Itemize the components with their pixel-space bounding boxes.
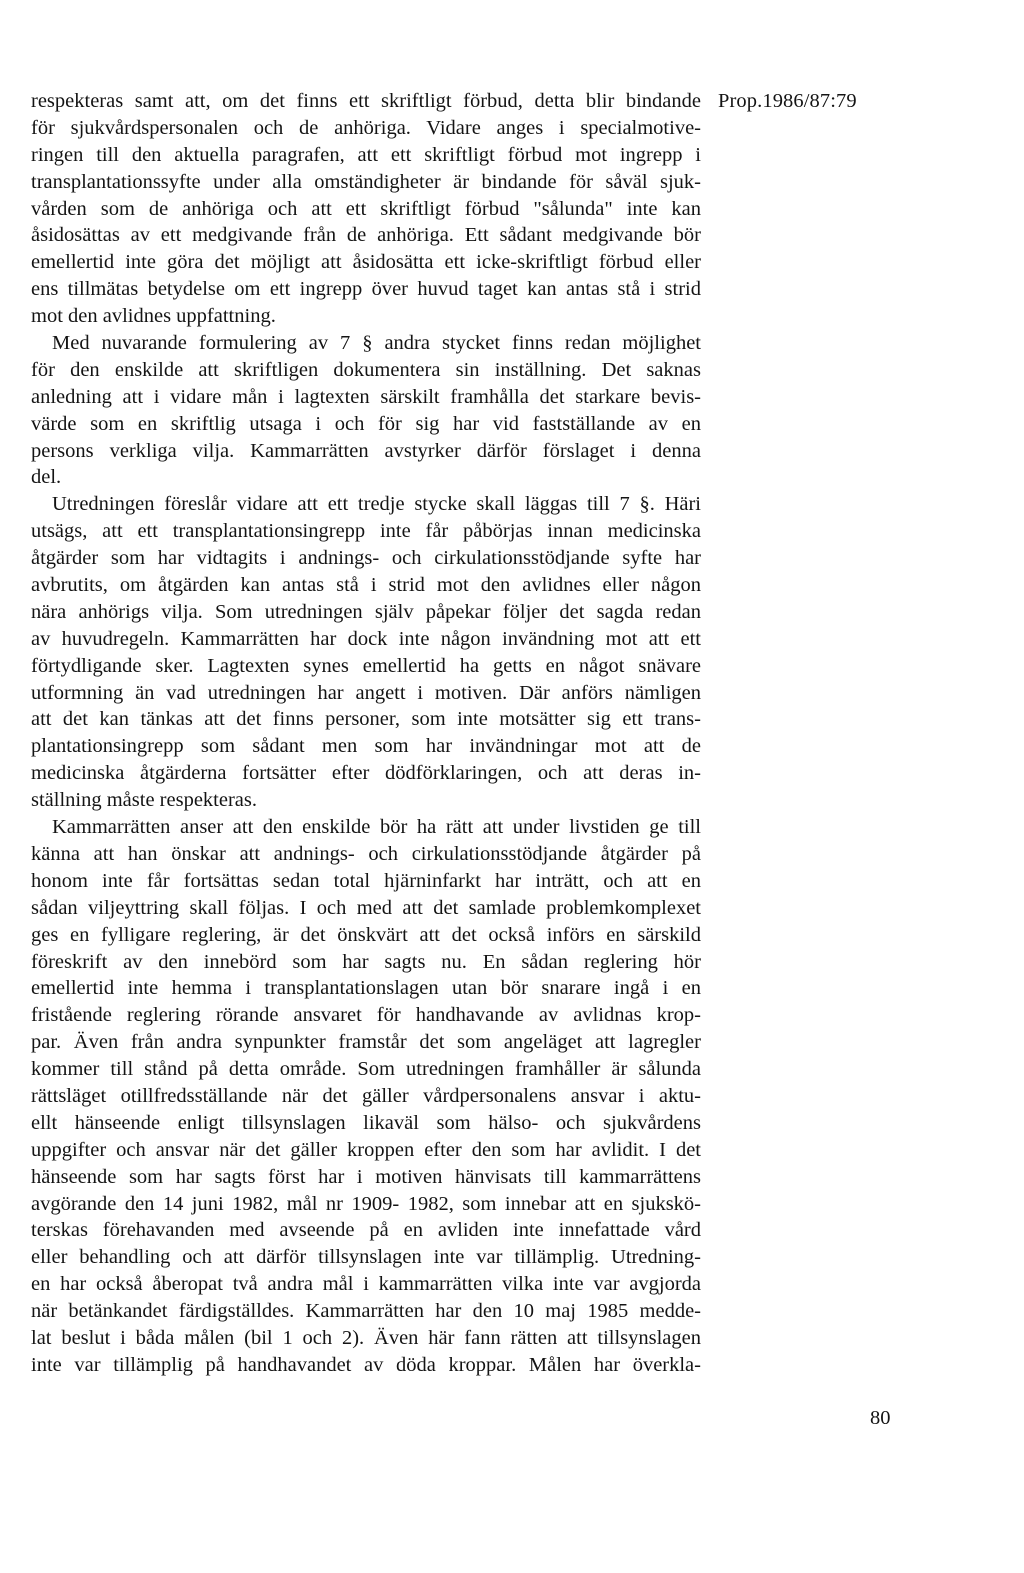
text-line: för sjukvårdspersonalen och de anhöriga. Vidare anges i specialmotive- [31,116,701,139]
text-line: utsägs, att ett transplantationsingrepp inte får påbörjas innan medicinska [31,520,701,543]
text-line: ställning måste respekteras. [31,789,258,812]
text-line: Med nuvarande formulering av 7 § andra stycket finns redan möjlighet [52,332,701,355]
text-line: känna att han önskar att andnings- och cirkulationsstödjande åtgärder på [31,842,701,865]
text-line: av huvudregeln. Kammarrätten har dock inte någon invändning mot att ett [31,627,701,650]
paragraph [31,814,701,1379]
paragraph [31,88,701,330]
text-line: transplantationssyfte under alla omständigheter är bindande för såväl sjuk- [31,170,701,193]
text-line: nära anhörigs vilja. Som utredningen själv påpekar följer det sagda redan [31,600,701,623]
text-line: avbrutits, om åtgärden kan antas stå i strid mot den avlidnes eller någon [31,574,701,597]
text-line: värde som en skriftlig utsaga i och för sig har vid fastställande av en [31,412,701,435]
text-line: föreskrift av den innebörd som har sagts nu. En sådan reglering hör [31,950,701,973]
text-line: avgörande den 14 juni 1982, mål nr 1909- 1982, som innebar att en sjukskö- [31,1192,701,1215]
text-line: honom inte får fortsättas sedan total hjärninfarkt har inträtt, och att en [31,869,701,892]
paragraph [31,491,701,814]
text-line: Utredningen föreslår vidare att ett tredje stycke skall läggas till 7 §. Häri [52,493,701,516]
text-line: vården som de anhöriga och att ett skriftligt förbud "sålunda" inte kan [31,197,701,220]
text-line: åtgärder som har vidtagits i andnings- och cirkulationsstödjande syfte har [31,547,701,570]
text-line: persons verkliga vilja. Kammarrätten avstyrker därför förslaget i denna [31,439,701,462]
text-line: hänseende som har sagts först har i motiven hänvisats till kammarrättens [31,1165,701,1188]
text-line: ges en fylligare reglering, är det önskvärt att det också införs en särskild [31,923,701,946]
text-line: anledning att i vidare mån i lagtexten särskilt framhålla det starkare bevis- [31,385,701,408]
text-line: emellertid inte göra det möjligt att åsidosätta ett icke-skriftligt förbud eller [31,251,701,274]
text-line: när betänkandet färdigställdes. Kammarrätten har den 10 maj 1985 medde- [31,1300,701,1323]
text-line: del. [31,466,62,489]
text-line: ens tillmätas betydelse om ett ingrepp över huvud taget kan antas stå i strid [31,278,701,301]
text-line: inte var tillämplig på handhavandet av döda kroppar. Målen har överkla- [31,1353,701,1376]
text-line: terskas förehavanden med avseende på en avliden inte innefattade vård [31,1219,701,1242]
text-line: emellertid inte hemma i transplantationslagen utan bör snarare ingå i en [31,977,701,1000]
text-line: uppgifter och ansvar när det gäller kroppen efter den som har avlidit. I det [31,1138,701,1161]
text-line: par. Även från andra synpunkter framstår det som angeläget att lagregler [31,1031,701,1054]
text-line: åsidosättas av ett medgivande från de anhöriga. Ett sådant medgivande bör [31,224,701,247]
text-line: eller behandling och att därför tillsynslagen inte var tillämplig. Utredning- [31,1246,701,1269]
running-head: Prop.1986/87:79 [718,90,857,112]
text-line: förtydligande sker. Lagtexten synes emellertid ha getts en något snävare [31,654,701,677]
text-line: mot den avlidnes uppfattning. [31,305,276,328]
text-line: medicinska åtgärderna fortsätter efter dödförklaringen, och att deras in- [31,762,701,785]
text-line: en har också åberopat två andra mål i kammarrätten vilka inte var avgjorda [31,1273,701,1296]
paragraph [31,330,701,491]
text-line: sådan viljeyttring skall följas. I och med att det samlade problemkomplexet [31,896,701,919]
text-line: för den enskilde att skriftligen dokumentera sin inställning. Det saknas [31,358,701,381]
text-line: kommer till stånd på detta område. Som utredningen framhåller är sålunda [31,1058,701,1081]
text-line: rättsläget otillfredsställande när det gäller vårdpersonalens ansvar i aktu- [31,1084,701,1107]
text-line: Kammarrätten anser att den enskilde bör ha rätt att under livstiden ge till [52,816,701,839]
text-line: respekteras samt att, om det finns ett skriftligt förbud, detta blir bindande [31,90,701,112]
text-line: fristående reglering rörande ansvaret för handhavande av avlidnas krop- [31,1004,701,1027]
text-line: utformning än vad utredningen har angett i motiven. Där anförs nämligen [31,681,701,704]
body-text [31,88,701,1379]
text-line: plantationsingrepp som sådant men som har invändningar mot att de [31,735,701,758]
text-line: ellt hänseende enligt tillsynslagen likaväl som hälso- och sjukvårdens [31,1111,701,1134]
text-line: ringen till den aktuella paragrafen, att ett skriftligt förbud mot ingrepp i [31,143,701,166]
page-number: 80 [870,1407,891,1429]
text-line: lat beslut i båda målen (bil 1 och 2). Även här fann rätten att tillsynslagen [31,1326,701,1349]
text-line: att det kan tänkas att det finns personer, som inte motsätter sig ett trans- [31,708,701,731]
